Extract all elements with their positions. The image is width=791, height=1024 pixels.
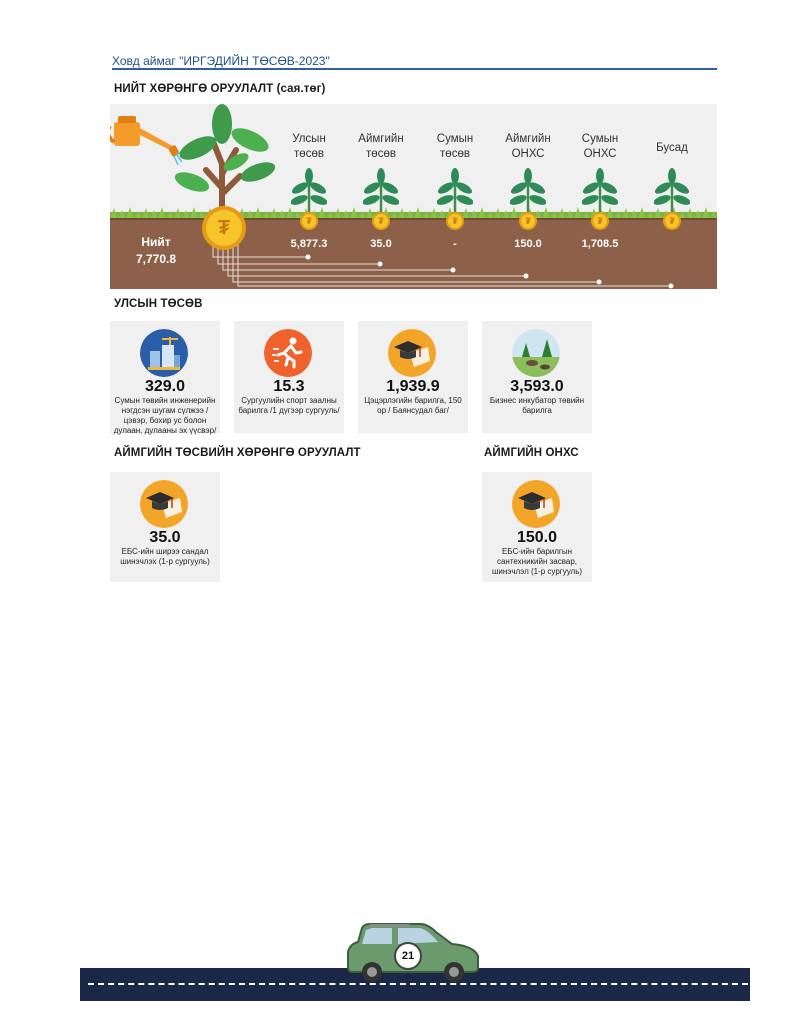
label-line: Аймгийн [358,133,404,145]
project-description: ЕБС-ийн ширээ сандал шинэчлэх (1-р сургууль) [120,547,210,566]
project-amount: 35.0 [149,529,181,546]
aimag-onhs-heading: АЙМГИЙН ОНХС [484,447,579,459]
value-soum-onhs: 1,708.5 [581,238,619,250]
graduation-cap-icon [388,329,436,377]
project-description: Сургуулийн спорт заалны барилга /1 дүгээр сургууль/ [238,396,340,415]
coin-icon: ₮ [300,212,318,230]
project-description: Бизнес инкубатор төвийн барилга [489,396,585,415]
project-card [110,321,220,433]
column-label-state-budget [274,132,344,162]
project-amount: 15.3 [273,378,305,395]
graduation-cap-icon [512,480,560,528]
project-description: ЕБС-ийн барилгын сантехникийн засвар, шинэчлэл (1-р сургууль) [491,547,583,576]
project-card [482,472,592,582]
tugrik-coin-icon: ₮ [202,206,246,250]
graduation-cap-icon [140,480,188,528]
project-card [110,472,220,582]
value-soum-budget: - [453,238,457,250]
column-label-aimag-budget [346,132,416,162]
project-description: Цэцэрлэгийн барилга, 150 ор / Баянсудал баг/ [364,396,462,415]
total-value: 7,770.8 [135,252,177,266]
coin-icon: ₮ [663,212,681,230]
label-line: ОНХС [511,148,545,160]
project-card [358,321,468,433]
column-label-aimag-onhs [493,132,563,162]
total-investment-heading: НИЙТ ХӨРӨНГӨ ОРУУЛАЛТ (сая.төг) [114,83,326,95]
project-amount: 329.0 [144,378,186,395]
running-person-icon [264,329,312,377]
investment-banner [110,104,717,289]
coin-icon: ₮ [591,212,609,230]
column-label-soum-onhs [565,132,635,162]
state-budget-heading: УЛСЫН ТӨСӨВ [114,298,203,310]
header-divider [112,68,717,70]
total-value-block [126,234,186,268]
value-state-budget: 5,877.3 [290,238,328,250]
coin-icon: ₮ [519,212,537,230]
label-line: төсөв [440,148,470,160]
value-aimag-budget: 35.0 [370,238,392,250]
project-card [482,321,592,433]
aimag-budget-heading: АЙМГИЙН ТӨСВИЙН ХӨРӨНГӨ ОРУУЛАЛТ [114,447,361,459]
project-amount: 3,593.0 [510,378,564,395]
label-line: Улсын [292,133,326,145]
column-label-other [637,141,707,156]
coin-icon: ₮ [446,212,464,230]
coin-icon: ₮ [372,212,390,230]
project-card [234,321,344,433]
label-line: ОНХС [583,148,617,160]
construction-icon [140,329,188,377]
document-header-title: Ховд аймаг "ИРГЭДИЙН ТӨСӨВ-2023" [112,54,330,68]
label-line: Сумын [436,133,474,145]
label-line: Аймгийн [505,133,551,145]
label-line: төсөв [294,148,324,160]
page-number: 21 [394,942,422,970]
label-line: Сумын [581,133,619,145]
project-description: Сумын төвийн инженерийн нэгдсэн шугам сүлжээ /цэвэр, бохир ус болон дулаан, дулааны эх үүсвэр/ [113,396,217,435]
value-aimag-onhs: 150.0 [514,238,542,250]
project-amount: 1,939.9 [386,378,440,395]
label-line: Бусад [656,142,688,154]
project-amount: 150.0 [516,529,558,546]
column-label-soum-budget [420,132,490,162]
total-label: Нийт [141,235,171,249]
label-line: төсөв [366,148,396,160]
pasture-icon [512,329,560,377]
